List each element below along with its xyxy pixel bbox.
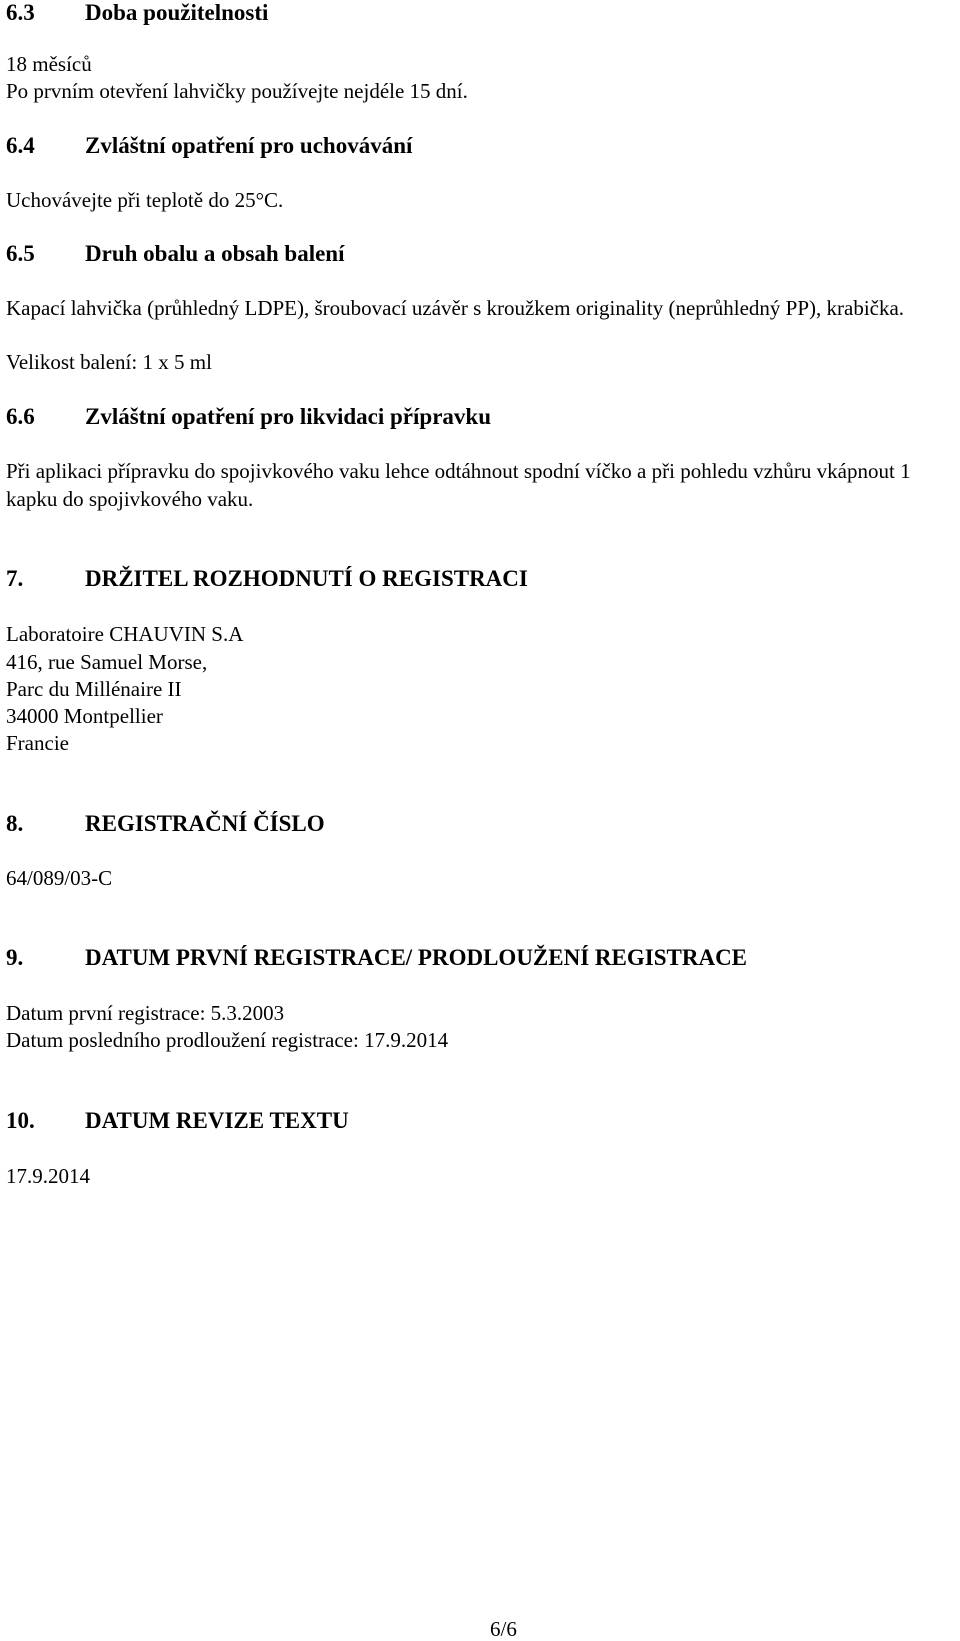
section-title: DATUM PRVNÍ REGISTRACE/ PRODLOUŽENÍ REGISTRACE [85,945,748,970]
section-heading-6-6 [6,404,491,430]
section-title: Zvláštní opatření pro likvidaci přípravku [85,404,491,429]
storage-text: Uchovávejte při teplotě do 25°C. [6,188,284,212]
section-title: Druh obalu a obsah balení [85,241,345,266]
section-heading-7 [6,566,528,592]
page-number: 6/6 [490,1617,517,1641]
holder-street: 416, rue Samuel Morse, [6,650,208,674]
section-heading-8 [6,811,325,837]
holder-country: Francie [6,731,69,755]
holder-city: 34000 Montpellier [6,704,163,728]
section-number: 6.4 [6,133,35,158]
section-number: 7. [6,566,24,591]
holder-park: Parc du Millénaire II [6,677,182,701]
section-number: 6.5 [6,241,35,266]
section-title: Zvláštní opatření pro uchovávání [85,133,413,158]
section-heading-9 [6,945,747,971]
section-heading-10 [6,1108,349,1134]
holder-name: Laboratoire CHAUVIN S.A [6,622,244,646]
shelf-life-text: 18 měsíců [6,52,92,76]
section-number: 6.6 [6,404,35,429]
section-title: REGISTRAČNÍ ČÍSLO [85,811,325,836]
section-heading-6-3 [6,0,268,26]
registration-number: 64/089/03-C [6,866,113,890]
section-title: DATUM REVIZE TEXTU [85,1108,349,1133]
disposal-instructions-paragraph: Při aplikaci přípravku do spojivkového vaku lehce odtáhnout spodní víčko a při pohledu vzhůru vkápnout 1 kapku do spojivkového vaku. [6,459,911,511]
section-number: 9. [6,945,24,970]
section-title: Doba použitelnosti [85,0,269,25]
revision-date: 17.9.2014 [6,1164,90,1188]
section-heading-6-5 [6,241,344,267]
pack-size-text: Velikost balení: 1 x 5 ml [6,350,212,374]
container-description-paragraph: Kapací lahvička (průhledný LDPE), šroubovací uzávěr s kroužkem originality (neprůhledný PP), krabička. [6,296,905,320]
in-use-shelf-life-text: Po prvním otevření lahvičky používejte nejdéle 15 dní. [6,79,468,103]
section-number: 6.3 [6,0,35,25]
section-heading-6-4 [6,133,412,159]
section-number: 8. [6,811,24,836]
first-registration-date: Datum první registrace: 5.3.2003 [6,1001,285,1025]
renewal-date: Datum posledního prodloužení registrace: 17.9.2014 [6,1028,449,1052]
section-title: DRŽITEL ROZHODNUTÍ O REGISTRACI [85,566,528,591]
section-number: 10. [6,1108,35,1133]
